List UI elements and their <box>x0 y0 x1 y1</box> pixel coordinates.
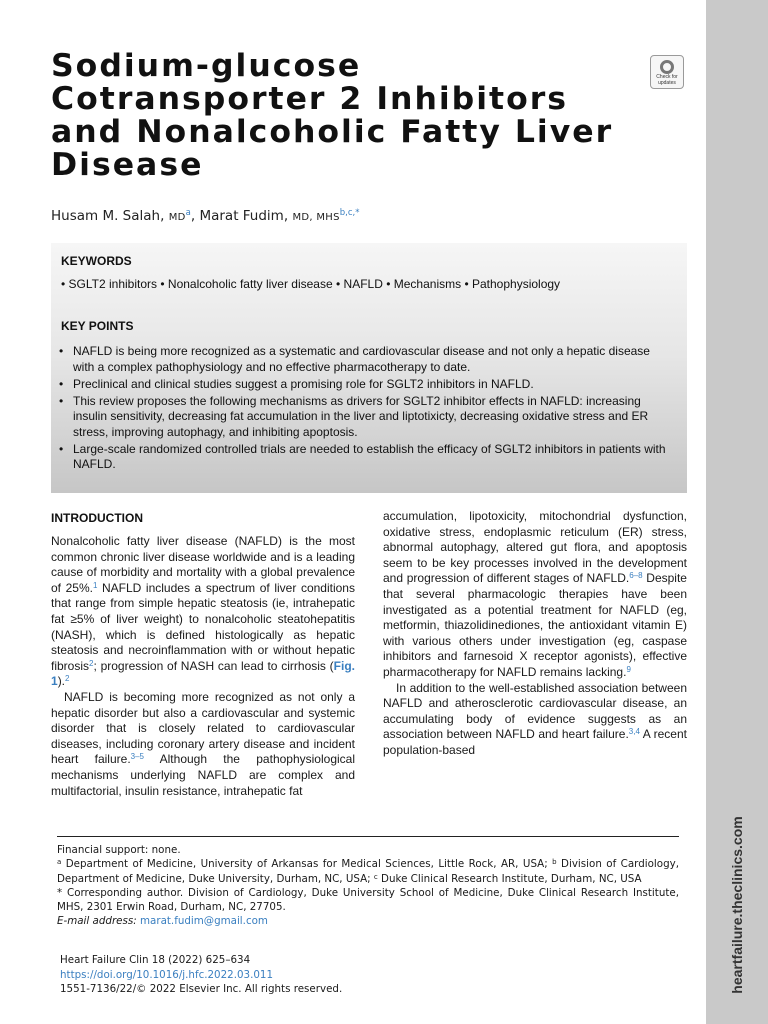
keywords-heading: KEYWORDS <box>61 254 132 268</box>
keyword: Pathophysiology <box>471 277 561 291</box>
ref-link[interactable]: 2 <box>89 658 94 668</box>
ref-link[interactable]: 3,4 <box>628 727 640 737</box>
journal-url-vertical[interactable]: heartfailure.theclinics.com <box>729 816 745 994</box>
article-title <box>51 50 651 182</box>
paragraph <box>51 534 355 690</box>
title-line: Disease <box>51 147 204 183</box>
paragraph <box>51 690 355 799</box>
email-link[interactable]: marat.fudim@gmail.com <box>140 915 268 928</box>
text-run: NAFLD is becoming more recognized as not only a hepatic disorder but also a cardiovascular and systemic disorder that is closely related to cardiovascular diseases, including coronary artery disease and incident heart failure. <box>51 689 355 767</box>
text-run: Despite that several pharmacologic therapies have been investigated as a potential treatment for NAFLD (eg, metformin, thiazolidinediones, the antioxidant vitamin E) with various others under investigation (eg, caspase inhibitors and farnesoid X receptor agonists), effective pharmacotherapy for NAFLD remains lacking. <box>383 571 687 679</box>
text-run: Nonalcoholic fatty liver disease (NAFLD) is the most common chronic liver disease worldwide and is a leading cause of morbidity and mortality with a global prevalence of 25%. <box>51 534 355 595</box>
author-degree: MD, MHS <box>292 212 340 223</box>
title-line: Cotransporter 2 Inhibitors <box>51 81 569 117</box>
text-run: ; progression of NASH can lead to cirrhosis ( <box>93 658 334 673</box>
affiliation-mark: a <box>57 858 62 867</box>
figure-link[interactable]: Fig. 1 <box>51 658 355 689</box>
ref-link[interactable]: 1 <box>92 580 98 590</box>
paragraph <box>383 681 687 759</box>
text-run: Although the pathophysiological mechanisms underlying NAFLD are complex and multifactorial, insulin resistance, intrahepatic fat <box>51 752 355 798</box>
affiliation-text: Duke Clinical Research Institute, Durham, NC, USA <box>377 872 642 885</box>
ref-link[interactable]: 2 <box>65 674 70 684</box>
affiliation-mark: c <box>373 872 378 881</box>
key-point: • This review proposes the following mechanisms as drivers for SGLT2 inhibitor effects in NAFLD: increasing insulin sensitivity, decreasing fat accumulation in the liver and liptotixicty, decreasing oxidative stress and ER stress, improving autophagy, and inhibiting apoptosis. <box>59 394 674 441</box>
paragraph <box>383 509 687 681</box>
corresponding-ref[interactable]: * <box>355 208 360 218</box>
right-column <box>383 509 687 759</box>
author-separator: , <box>190 208 196 224</box>
email-line <box>57 914 679 928</box>
author-name: Husam M. Salah, <box>51 208 165 224</box>
key-point: • NAFLD is being more recognized as a systematic and cardiovascular disease and not only a hepatic disease with a complex pathophysiology and no effective pharmacotherapy to date. <box>59 344 674 375</box>
issn-copyright: 1551-7136/22/© 2022 Elsevier Inc. All rights reserved. <box>60 983 343 996</box>
footnotes <box>57 843 679 929</box>
text-run: NAFLD includes a spectrum of liver conditions that range from simple hepatic steatosis (ie, intrahepatic fat ≥5% of liver weight) to nonalcoholic steatohepatitis (NASH), which is defined histologically as hepatic steatosis and necroinflammation with or without hepatic fibrosis <box>51 580 355 673</box>
title-line: and Nonalcoholic Fatty Liver <box>51 114 614 150</box>
left-column <box>51 509 355 799</box>
affiliation-mark: b <box>552 858 557 867</box>
text-run: A recent population-based <box>383 727 687 757</box>
key-point: • Large-scale randomized controlled trials are needed to establish the efficacy of SGLT2 inhibitors in patients with NAFLD. <box>59 442 674 473</box>
footnote-divider <box>57 836 679 837</box>
check-for-updates-badge[interactable] <box>650 55 684 89</box>
keywords-box <box>51 243 687 493</box>
author-name: Marat Fudim, <box>199 208 289 224</box>
ref-link[interactable]: 9 <box>626 664 631 674</box>
citation-block <box>60 953 342 997</box>
financial-support: Financial support: none. <box>57 844 181 856</box>
ref-link[interactable]: 3–5 <box>130 752 145 762</box>
key-point: • Preclinical and clinical studies suggest a promising role for SGLT2 inhibitors in NAFLD. <box>59 377 674 393</box>
keyword: NAFLD <box>343 277 383 291</box>
affiliation-text: Department of Medicine, University of Arkansas for Medical Sciences, Little Rock, AR, USA; <box>61 858 553 871</box>
badge-line: updates <box>658 79 676 86</box>
affiliations <box>57 857 679 886</box>
affiliation-text: Division of Cardiology, Department of Medicine, Duke University, Durham, NC, USA; <box>57 858 679 885</box>
affiliation-ref[interactable]: a <box>185 208 191 218</box>
text-run: ). <box>57 674 66 689</box>
title-line: Sodium-glucose <box>51 48 362 84</box>
text-run: In addition to the well-established association between NAFLD and atherosclerotic cardiovascular disease, an accumulating body of evidence suggests as an association between NAFLD and heart failure. <box>383 680 687 742</box>
keyword: SGLT2 inhibitors <box>68 277 158 291</box>
text-run: accumulation, lipotoxicity, mitochondrial dysfunction, oxidative stress, endoplasmic reticulum (ER) stress, abnormal autophagy, altered gut flora, and apoptosis seem to be key processes involved in the development and progression of different stages of NAFLD. <box>383 509 687 586</box>
check-updates-icon <box>660 60 674 74</box>
badge-line: Check for <box>656 74 678 80</box>
author-line <box>51 208 359 224</box>
key-points-list <box>59 344 674 474</box>
doi-link[interactable]: https://doi.org/10.1016/j.hfc.2022.03.011 <box>60 968 274 981</box>
keyword: Mechanisms <box>393 277 462 291</box>
affiliation-ref[interactable]: b,c, <box>339 208 356 218</box>
author-degree: MD <box>168 212 186 223</box>
email-label: E-mail address: <box>57 915 137 928</box>
keyword: Nonalcoholic fatty liver disease <box>167 277 333 291</box>
journal-citation: Heart Failure Clin 18 (2022) 625–634 <box>60 954 251 966</box>
corresponding-author: * Corresponding author. Division of Cardiology, Duke University School of Medicine, Duke Clinical Research Institute, MHS, 2301 Erwin Road, Durham, NC, 27705. <box>57 886 679 914</box>
keywords-list: • SGLT2 inhibitors • Nonalcoholic fatty liver disease • NAFLD • Mechanisms • Pathophysiology <box>61 277 561 291</box>
section-heading: INTRODUCTION <box>51 511 143 525</box>
ref-link[interactable]: 6–8 <box>629 571 643 581</box>
key-points-heading: KEY POINTS <box>61 319 134 333</box>
